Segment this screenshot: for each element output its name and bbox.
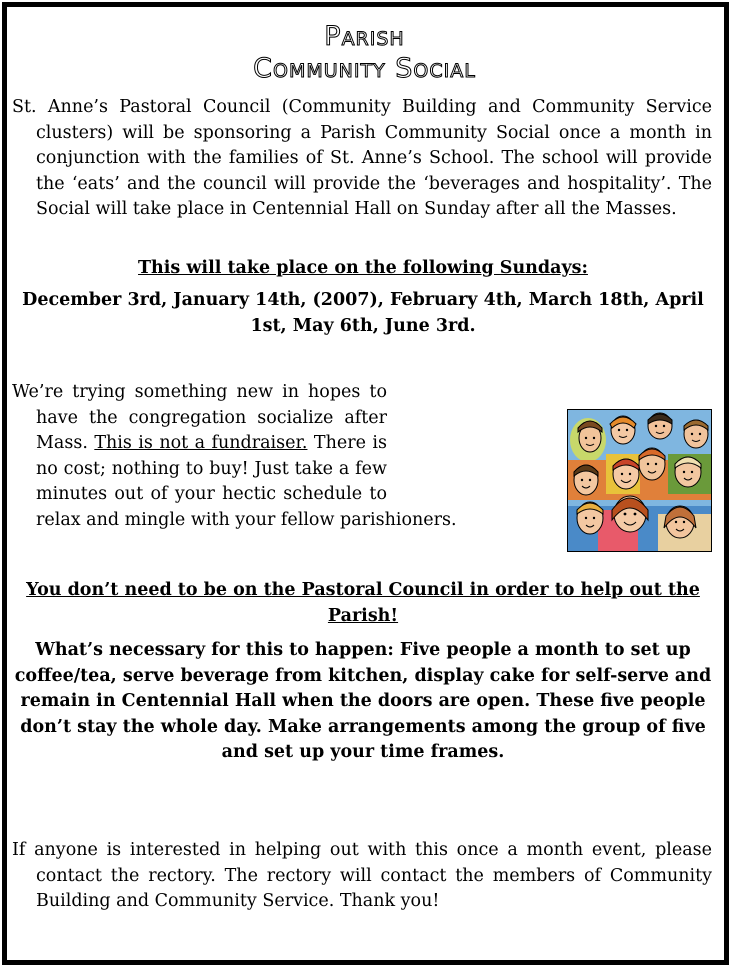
intro-paragraph: St. Anne’s Pastoral Council (Community Building and Community Service clusters) will be sponsoring a Parish Community Social once a month in conjunction with the families of St. Anne’s School. The school will provide the ‘eats’ and the council will provide the ‘beverages and hospitality’. The Social will take place in Centennial Hall on Sunday after all the Masses. (12, 97, 712, 219)
necessary-paragraph: What’s necessary for this to happen: Five people a month to set up coffee/tea, serve beverage from kitchen, display cake for self-serve and remain in Centennial Hall when the doors are open. These five people don’t stay the whole day. Make arrangements among the group of five and set up your time frames. (14, 640, 712, 762)
crowd-clipart-icon (567, 409, 712, 552)
page-title-line2: Community Social (253, 53, 476, 84)
trying-text: We’re trying something new in hopes to have the congregation socialize after Mass. (12, 382, 387, 453)
help-heading: You don’t need to be on the Pastoral Council in order to help out the Parish! (26, 580, 700, 626)
dates-list: December 3rd, January 14th, (2007), February 4th, March 18th, April 1st, May 6th, June 3rd. (22, 290, 704, 336)
trying-text-after: There is no cost; nothing to buy! Just take a few minutes out of your hectic schedule to relax and mingle with your fellow parishioners. (36, 433, 457, 530)
page-title-line1: Parish (324, 21, 405, 52)
photo-spacer (387, 380, 552, 498)
sundays-heading: This will take place on the following Sundays: (138, 258, 588, 278)
not-fundraiser-text: This is not a fundraiser. (94, 433, 308, 453)
contact-paragraph: If anyone is interested in helping out with this once a month event, please contact the rectory. The rectory will contact the members of Community Building and Community Service. Thank you! (12, 840, 712, 911)
